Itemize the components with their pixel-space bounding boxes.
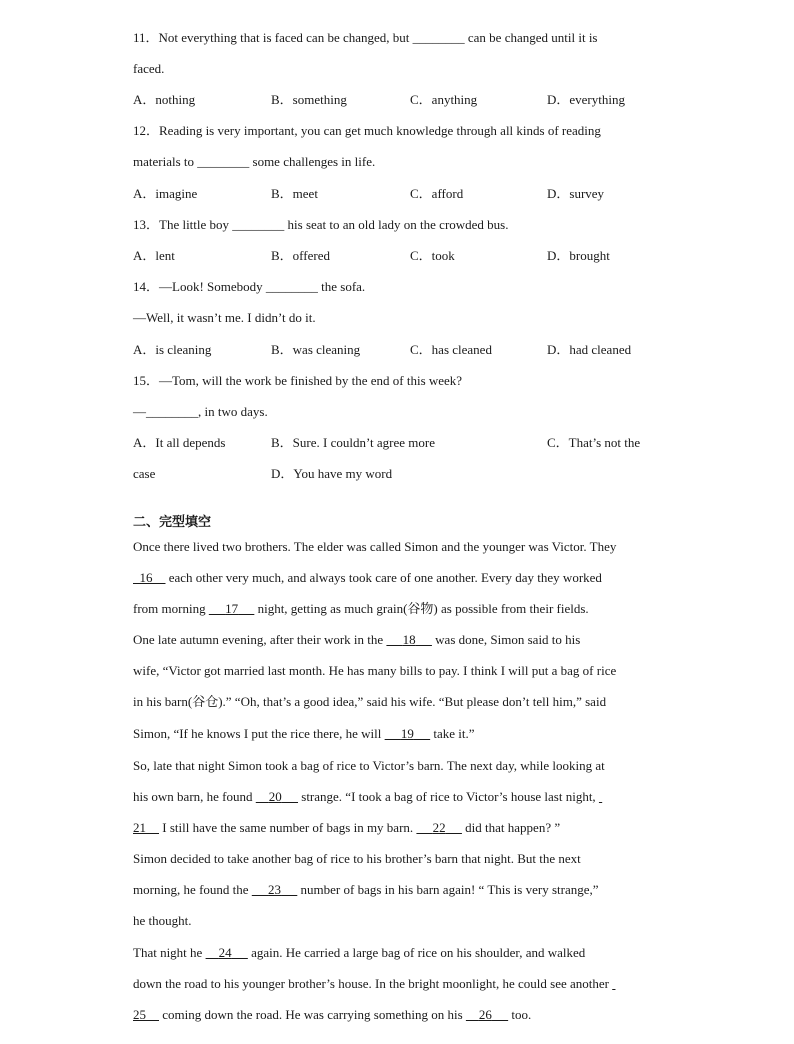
cloze-line: from morning 17 night, getting as much grain(谷物) as possible from their fields. — [133, 601, 589, 616]
q15-stem-reply: —________, in two days. — [133, 404, 268, 419]
q14-option-d: D．had cleaned — [547, 342, 632, 357]
q15-option-a: A．It all depends — [133, 435, 226, 450]
cloze-line: morning, he found the 23 number of bags in his barn again! “ This is very strange,” — [133, 882, 599, 897]
blank-24: 24 — [218, 945, 232, 960]
q12-stem-cont: materials to ________ some challenges in life. — [133, 154, 376, 169]
cloze-line: 16 each other very much, and always took care of one another. Every day they worked — [133, 569, 602, 587]
q12-option-d: D．survey — [547, 186, 605, 201]
q13-option-b: B．offered — [271, 248, 330, 263]
cloze-line: So, late that night Simon took a bag of rice to Victor’s barn. The next day, while looking at — [133, 758, 605, 773]
cloze-line: 25 coming down the road. He was carrying something on his 26 too. — [133, 1007, 532, 1022]
blank-22: 22 — [432, 820, 446, 835]
cloze-line: wife, “Victor got married last month. He has many bills to pay. I think I will put a bag of rice — [133, 663, 617, 678]
q11-stem: 11．Not everything that is faced can be changed, but ________ can be changed until it is — [133, 30, 598, 45]
blank-20: 20 — [268, 789, 282, 804]
q15-option-b: B．Sure. I couldn’t agree more — [271, 435, 436, 450]
q14-stem-reply: —Well, it wasn’t me. I didn’t do it. — [133, 310, 316, 325]
q11-option-c: C．anything — [410, 92, 478, 107]
cloze-line: down the road to his younger brother’s house. In the bright moonlight, he could see another — [133, 976, 609, 991]
q15-stem: 15．—Tom, will the work be finished by the end of this week? — [133, 373, 463, 388]
q12-option-c: C．afford — [410, 186, 464, 201]
blank-21: 21 — [133, 820, 146, 835]
q13-option-c: C．took — [410, 248, 455, 263]
blank-23: 23 — [268, 882, 282, 897]
q14-option-c: C．has cleaned — [410, 342, 492, 357]
blank-17: 17 — [225, 601, 239, 616]
blank-25: 25 — [133, 1007, 146, 1022]
blank-16: 16 — [139, 570, 153, 585]
q12-option-a: A．imagine — [133, 186, 198, 201]
q14-option-a: A．is cleaning — [133, 342, 212, 357]
cloze-line: he thought. — [133, 913, 192, 928]
q11-stem-cont: faced. — [133, 61, 165, 76]
q13-option-d: D．brought — [547, 248, 610, 263]
q12-option-b: B．meet — [271, 186, 318, 201]
q13-stem: 13．The little boy ________ his seat to an old lady on the crowded bus. — [133, 217, 509, 232]
blank-18: 18 — [402, 632, 416, 647]
section-title: 二、完型填空 — [133, 515, 212, 530]
q15-option-c-cont: case — [133, 466, 156, 481]
q14-stem: 14．—Look! Somebody ________ the sofa. — [133, 279, 366, 294]
cloze-line: One late autumn evening, after their work in the 18 was done, Simon said to his — [133, 632, 581, 647]
cloze-line: Once there lived two brothers. The elder was called Simon and the younger was Victor. They — [133, 539, 617, 554]
q11-option-d: D．everything — [547, 92, 625, 107]
blank-26: 26 — [478, 1007, 492, 1022]
q11-option-b: B．something — [271, 92, 347, 107]
q12-stem: 12．Reading is very important, you can get much knowledge through all kinds of reading — [133, 123, 601, 138]
q15-option-d: D．You have my word — [271, 466, 393, 481]
q14-option-b: B．was cleaning — [271, 342, 361, 357]
cloze-line: Simon decided to take another bag of rice to his brother’s barn that night. But the next — [133, 851, 581, 866]
q13-option-a: A．lent — [133, 248, 175, 263]
q11-option-a: A．nothing — [133, 92, 196, 107]
cloze-line: in his barn(谷仓).” “Oh, that’s a good idea,” said his wife. “But please don’t tell him,” said — [133, 694, 607, 709]
q15-option-c: C．That’s not the — [547, 435, 641, 450]
cloze-line: 21 I still have the same number of bags in my barn. 22 did that happen? ” — [133, 820, 561, 835]
cloze-line: That night he 24 again. He carried a large bag of rice on his shoulder, and walked — [133, 945, 586, 960]
blank-19: 19 — [400, 726, 414, 741]
cloze-line: his own barn, he found 20 strange. “I took a bag of rice to Victor’s house last night, — [133, 789, 596, 804]
cloze-line: Simon, “If he knows I put the rice there, he will 19 take it.” — [133, 726, 475, 741]
